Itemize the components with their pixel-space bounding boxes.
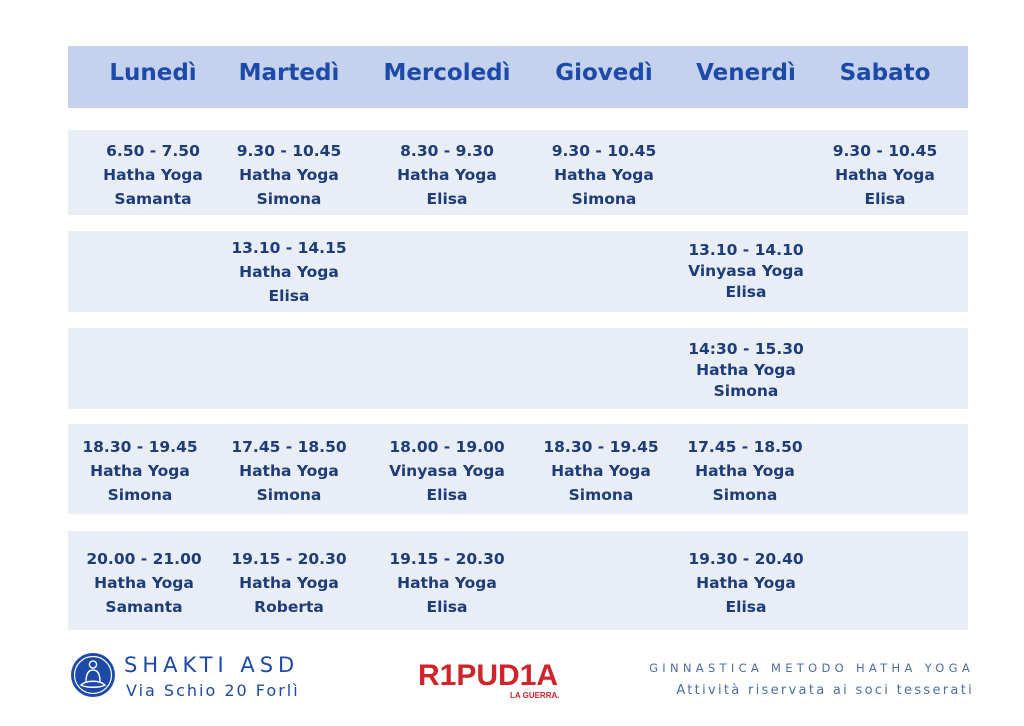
class-time: 13.10 - 14.15 [231,239,347,257]
class-name: Hatha Yoga [239,166,339,184]
tagline-method: GINNASTICA METODO HATHA YOGA [649,661,974,675]
tagline-members: Attività riservata ai soci tesserati [676,683,974,698]
schedule-row [68,328,968,409]
class-time: 9.30 - 10.45 [551,142,657,160]
schedule-cell [526,435,676,507]
day-tuesday: Martedì [238,60,340,86]
schedule-cell [372,139,522,211]
ripudia-logo [418,660,576,700]
class-name: Hatha Yoga [696,574,796,592]
class-name: Vinyasa Yoga [389,462,505,480]
class-name: Vinyasa Yoga [688,262,804,280]
class-name: Hatha Yoga [554,166,654,184]
day-wednesday: Mercoledì [383,60,511,86]
schedule-cell [671,547,821,619]
class-name: Hatha Yoga [696,361,796,379]
class-teacher: Simona [713,382,779,400]
class-teacher: Elisa [864,190,906,208]
class-time: 19.15 - 20.30 [389,550,505,568]
class-teacher: Elisa [426,190,468,208]
class-time: 19.30 - 20.40 [688,550,804,568]
schedule-cell [372,435,522,507]
schedule-cell [214,435,364,507]
day-saturday: Sabato [839,60,931,86]
class-teacher: Elisa [426,486,468,504]
class-time: 18.30 - 19.45 [82,438,198,456]
meditation-figure-icon [70,652,116,698]
class-teacher: Simona [256,190,322,208]
brand-address: Via Schio 20 Forlì [126,681,300,700]
class-time: 20.00 - 21.00 [86,550,202,568]
class-time: 19.15 - 20.30 [231,550,347,568]
ripudia-logo-subtitle: LA GUERRA. [510,691,560,700]
schedule-cell [214,547,364,619]
schedule-cell [810,139,960,211]
class-name: Hatha Yoga [551,462,651,480]
brand-name: SHAKTI ASD [124,653,300,677]
class-time: 17.45 - 18.50 [231,438,347,456]
class-time: 14:30 - 15.30 [688,340,804,358]
class-time: 6.50 - 7.50 [106,142,200,160]
schedule-cell [671,240,821,303]
schedule-cell [214,139,364,211]
class-name: Hatha Yoga [90,462,190,480]
schedule-row [68,231,968,312]
class-name: Hatha Yoga [695,462,795,480]
class-teacher: Samanta [105,598,183,616]
class-name: Hatha Yoga [239,462,339,480]
class-teacher: Roberta [254,598,324,616]
class-teacher: Elisa [725,598,767,616]
day-monday: Lunedì [109,60,197,86]
class-time: 9.30 - 10.45 [236,142,342,160]
class-teacher: Samanta [114,190,192,208]
class-name: Hatha Yoga [94,574,194,592]
schedule-cell [529,139,679,211]
class-teacher: Elisa [426,598,468,616]
class-time: 18.30 - 19.45 [543,438,659,456]
class-teacher: Simona [256,486,322,504]
class-time: 17.45 - 18.50 [687,438,803,456]
class-time: 18.00 - 19.00 [389,438,505,456]
day-friday: Venerdì [696,60,796,86]
class-name: Hatha Yoga [397,166,497,184]
class-name: Hatha Yoga [103,166,203,184]
class-time: 8.30 - 9.30 [400,142,494,160]
class-time: 13.10 - 14.10 [688,241,804,259]
class-name: Hatha Yoga [835,166,935,184]
class-name: Hatha Yoga [239,263,339,281]
schedule-cell [65,435,215,507]
class-teacher: Simona [107,486,173,504]
class-teacher: Simona [571,190,637,208]
schedule-cell [372,547,522,619]
class-name: Hatha Yoga [397,574,497,592]
class-time: 9.30 - 10.45 [832,142,938,160]
day-thursday: Giovedì [555,60,653,86]
schedule-cell [670,435,820,507]
ripudia-logo-word: R1PUD1A [418,659,559,692]
schedule-cell [69,547,219,619]
class-teacher: Elisa [268,287,310,305]
schedule-cell [78,139,228,211]
schedule-cell [214,236,364,308]
class-teacher: Simona [712,486,778,504]
class-teacher: Elisa [725,283,767,301]
class-name: Hatha Yoga [239,574,339,592]
class-teacher: Simona [568,486,634,504]
schedule-cell [671,339,821,402]
